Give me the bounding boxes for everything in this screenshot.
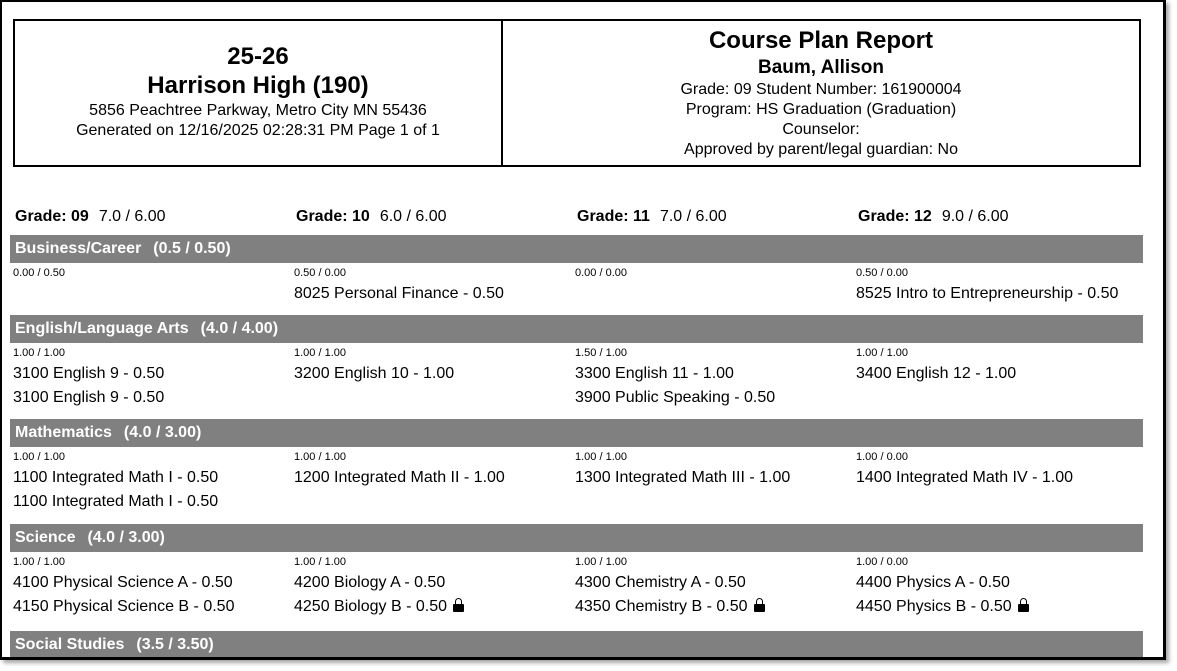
column-credits: 1.00 / 0.00 — [856, 556, 908, 568]
section-credits: (0.5 / 0.50) — [153, 240, 231, 257]
column-credits: 1.50 / 1.00 — [575, 347, 627, 359]
course-item — [294, 466, 505, 490]
grade-10-total — [296, 208, 447, 226]
course-label: 1200 Integrated Math II - 1.00 — [294, 469, 505, 486]
section-credits: (3.5 / 3.50) — [136, 636, 214, 653]
column-credits: 1.00 / 1.00 — [856, 347, 908, 359]
column-credits: 1.00 / 1.00 — [575, 556, 627, 568]
course-label: 8525 Intro to Entrepreneurship - 0.50 — [856, 285, 1119, 302]
grade-label: Grade: 12 — [858, 208, 932, 225]
lock-icon — [754, 598, 765, 612]
section-header — [10, 631, 1143, 659]
course-item — [575, 362, 775, 386]
course-label: 3100 English 9 - 0.50 — [13, 365, 165, 382]
course-label: 1100 Integrated Math I - 0.50 — [13, 469, 219, 486]
grade-column-cell — [856, 266, 1118, 306]
section-header — [10, 419, 1143, 447]
course-label: 4150 Physical Science B - 0.50 — [13, 598, 235, 615]
grade-column-cell — [294, 450, 505, 490]
course-label: 4300 Chemistry A - 0.50 — [575, 574, 746, 591]
column-credits: 1.00 / 1.00 — [13, 347, 65, 359]
column-credits: 1.00 / 0.00 — [856, 451, 908, 463]
course-label: 4350 Chemistry B - 0.50 — [575, 598, 748, 615]
school-address: 5856 Peachtree Parkway, Metro City MN 55436 — [89, 102, 427, 119]
section-header — [10, 524, 1143, 552]
course-item — [856, 571, 1029, 595]
course-item — [856, 466, 1073, 490]
section-name: English/Language Arts — [15, 320, 189, 337]
school-info — [15, 21, 503, 165]
course-item — [856, 282, 1118, 306]
course-label: 1100 Integrated Math I - 0.50 — [13, 493, 219, 510]
course-item — [294, 362, 454, 386]
course-label: 3300 English 11 - 1.00 — [575, 365, 734, 382]
column-credits: 1.00 / 1.00 — [294, 347, 346, 359]
course-item — [13, 386, 164, 410]
course-item — [294, 595, 464, 619]
course-label: 3400 English 12 - 1.00 — [856, 365, 1017, 382]
grade-column-cell — [856, 346, 1016, 386]
column-credits: 0.50 / 0.00 — [294, 267, 346, 279]
course-label: 4250 Biology B - 0.50 — [294, 598, 447, 615]
column-credits: 0.50 / 0.00 — [856, 267, 908, 279]
grade-label: Grade: 10 — [296, 208, 370, 225]
grade-credits: 7.0 / 6.00 — [98, 208, 166, 225]
report-header — [13, 19, 1141, 167]
grade-12-total — [858, 208, 1009, 226]
column-credits: 1.00 / 1.00 — [294, 556, 346, 568]
column-credits: 1.00 / 1.00 — [13, 451, 65, 463]
course-item — [13, 490, 218, 514]
school-name: Harrison High (190) — [147, 72, 369, 99]
course-item — [575, 466, 790, 490]
column-credits: 1.00 / 1.00 — [575, 451, 627, 463]
grade-column-cell — [13, 266, 65, 282]
course-item — [856, 595, 1029, 619]
course-item — [575, 571, 765, 595]
grade-credits: 6.0 / 6.00 — [379, 208, 447, 225]
course-item — [13, 362, 164, 386]
student-name: Baum, Allison — [758, 57, 884, 78]
section-name: Social Studies — [15, 636, 125, 653]
grade-column-cell — [575, 450, 790, 490]
grade-column-cell — [575, 555, 765, 619]
course-label: 1300 Integrated Math III - 1.00 — [575, 469, 791, 486]
grade-totals-row — [15, 208, 1143, 228]
program: Program: HS Graduation (Graduation) — [685, 101, 957, 118]
section-header — [10, 235, 1143, 263]
course-label: 4400 Physics A - 0.50 — [856, 574, 1010, 591]
column-credits: 0.00 / 0.00 — [575, 267, 627, 279]
section-credits: (4.0 / 4.00) — [200, 320, 279, 337]
grade-column-cell — [294, 555, 464, 619]
grade-column-cell — [856, 555, 1029, 619]
course-item — [294, 282, 504, 306]
course-label: 8025 Personal Finance - 0.50 — [294, 285, 504, 302]
grade-column-cell — [575, 346, 775, 410]
course-item — [13, 595, 234, 619]
grade-credits: 9.0 / 6.00 — [941, 208, 1009, 225]
course-label: 3200 English 10 - 1.00 — [294, 365, 455, 382]
grade-column-cell — [856, 450, 1073, 490]
column-credits: 1.00 / 1.00 — [13, 556, 65, 568]
course-label: 4450 Physics B - 0.50 — [856, 598, 1012, 615]
grade-column-cell — [13, 346, 164, 410]
grade-column-cell — [294, 266, 504, 306]
course-label: 3900 Public Speaking - 0.50 — [575, 389, 776, 406]
course-label: 4100 Physical Science A - 0.50 — [13, 574, 233, 591]
course-item — [294, 571, 464, 595]
grade-column-cell — [13, 450, 218, 514]
grade-09-total — [15, 208, 166, 226]
student-info — [503, 21, 1139, 165]
counselor: Counselor: — [782, 121, 860, 138]
course-item — [13, 571, 234, 595]
school-year: 25-26 — [227, 43, 289, 70]
grade-column-cell — [13, 555, 234, 619]
section-credits: (4.0 / 3.00) — [87, 529, 165, 546]
grade-label: Grade: 09 — [15, 208, 89, 225]
grade-student-number: Grade: 09 Student Number: 161900004 — [680, 81, 962, 98]
course-item — [575, 386, 775, 410]
column-credits: 1.00 / 1.00 — [294, 451, 346, 463]
column-credits: 0.00 / 0.50 — [13, 267, 65, 279]
course-item — [13, 466, 218, 490]
grade-column-cell — [575, 266, 627, 282]
grade-label: Grade: 11 — [577, 208, 650, 225]
section-name: Mathematics — [15, 424, 112, 441]
grade-column-cell — [294, 346, 454, 386]
report-title: Course Plan Report — [708, 27, 934, 54]
lock-icon — [1018, 598, 1029, 612]
section-header — [10, 315, 1143, 343]
course-label: 4200 Biology A - 0.50 — [294, 574, 446, 591]
course-label: 3100 English 9 - 0.50 — [13, 389, 165, 406]
generated-timestamp: Generated on 12/16/2025 02:28:31 PM Page 1 of 1 — [76, 122, 440, 139]
course-item — [575, 595, 765, 619]
section-credits: (4.0 / 3.00) — [123, 424, 202, 441]
course-label: 1400 Integrated Math IV - 1.00 — [856, 469, 1074, 486]
grade-11-total — [577, 208, 727, 226]
lock-icon — [453, 598, 464, 612]
section-name: Science — [15, 529, 76, 546]
grade-credits: 7.0 / 6.00 — [659, 208, 727, 225]
course-item — [856, 362, 1016, 386]
section-name: Business/Career — [15, 240, 142, 257]
parent-approval: Approved by parent/legal guardian: No — [684, 141, 958, 158]
